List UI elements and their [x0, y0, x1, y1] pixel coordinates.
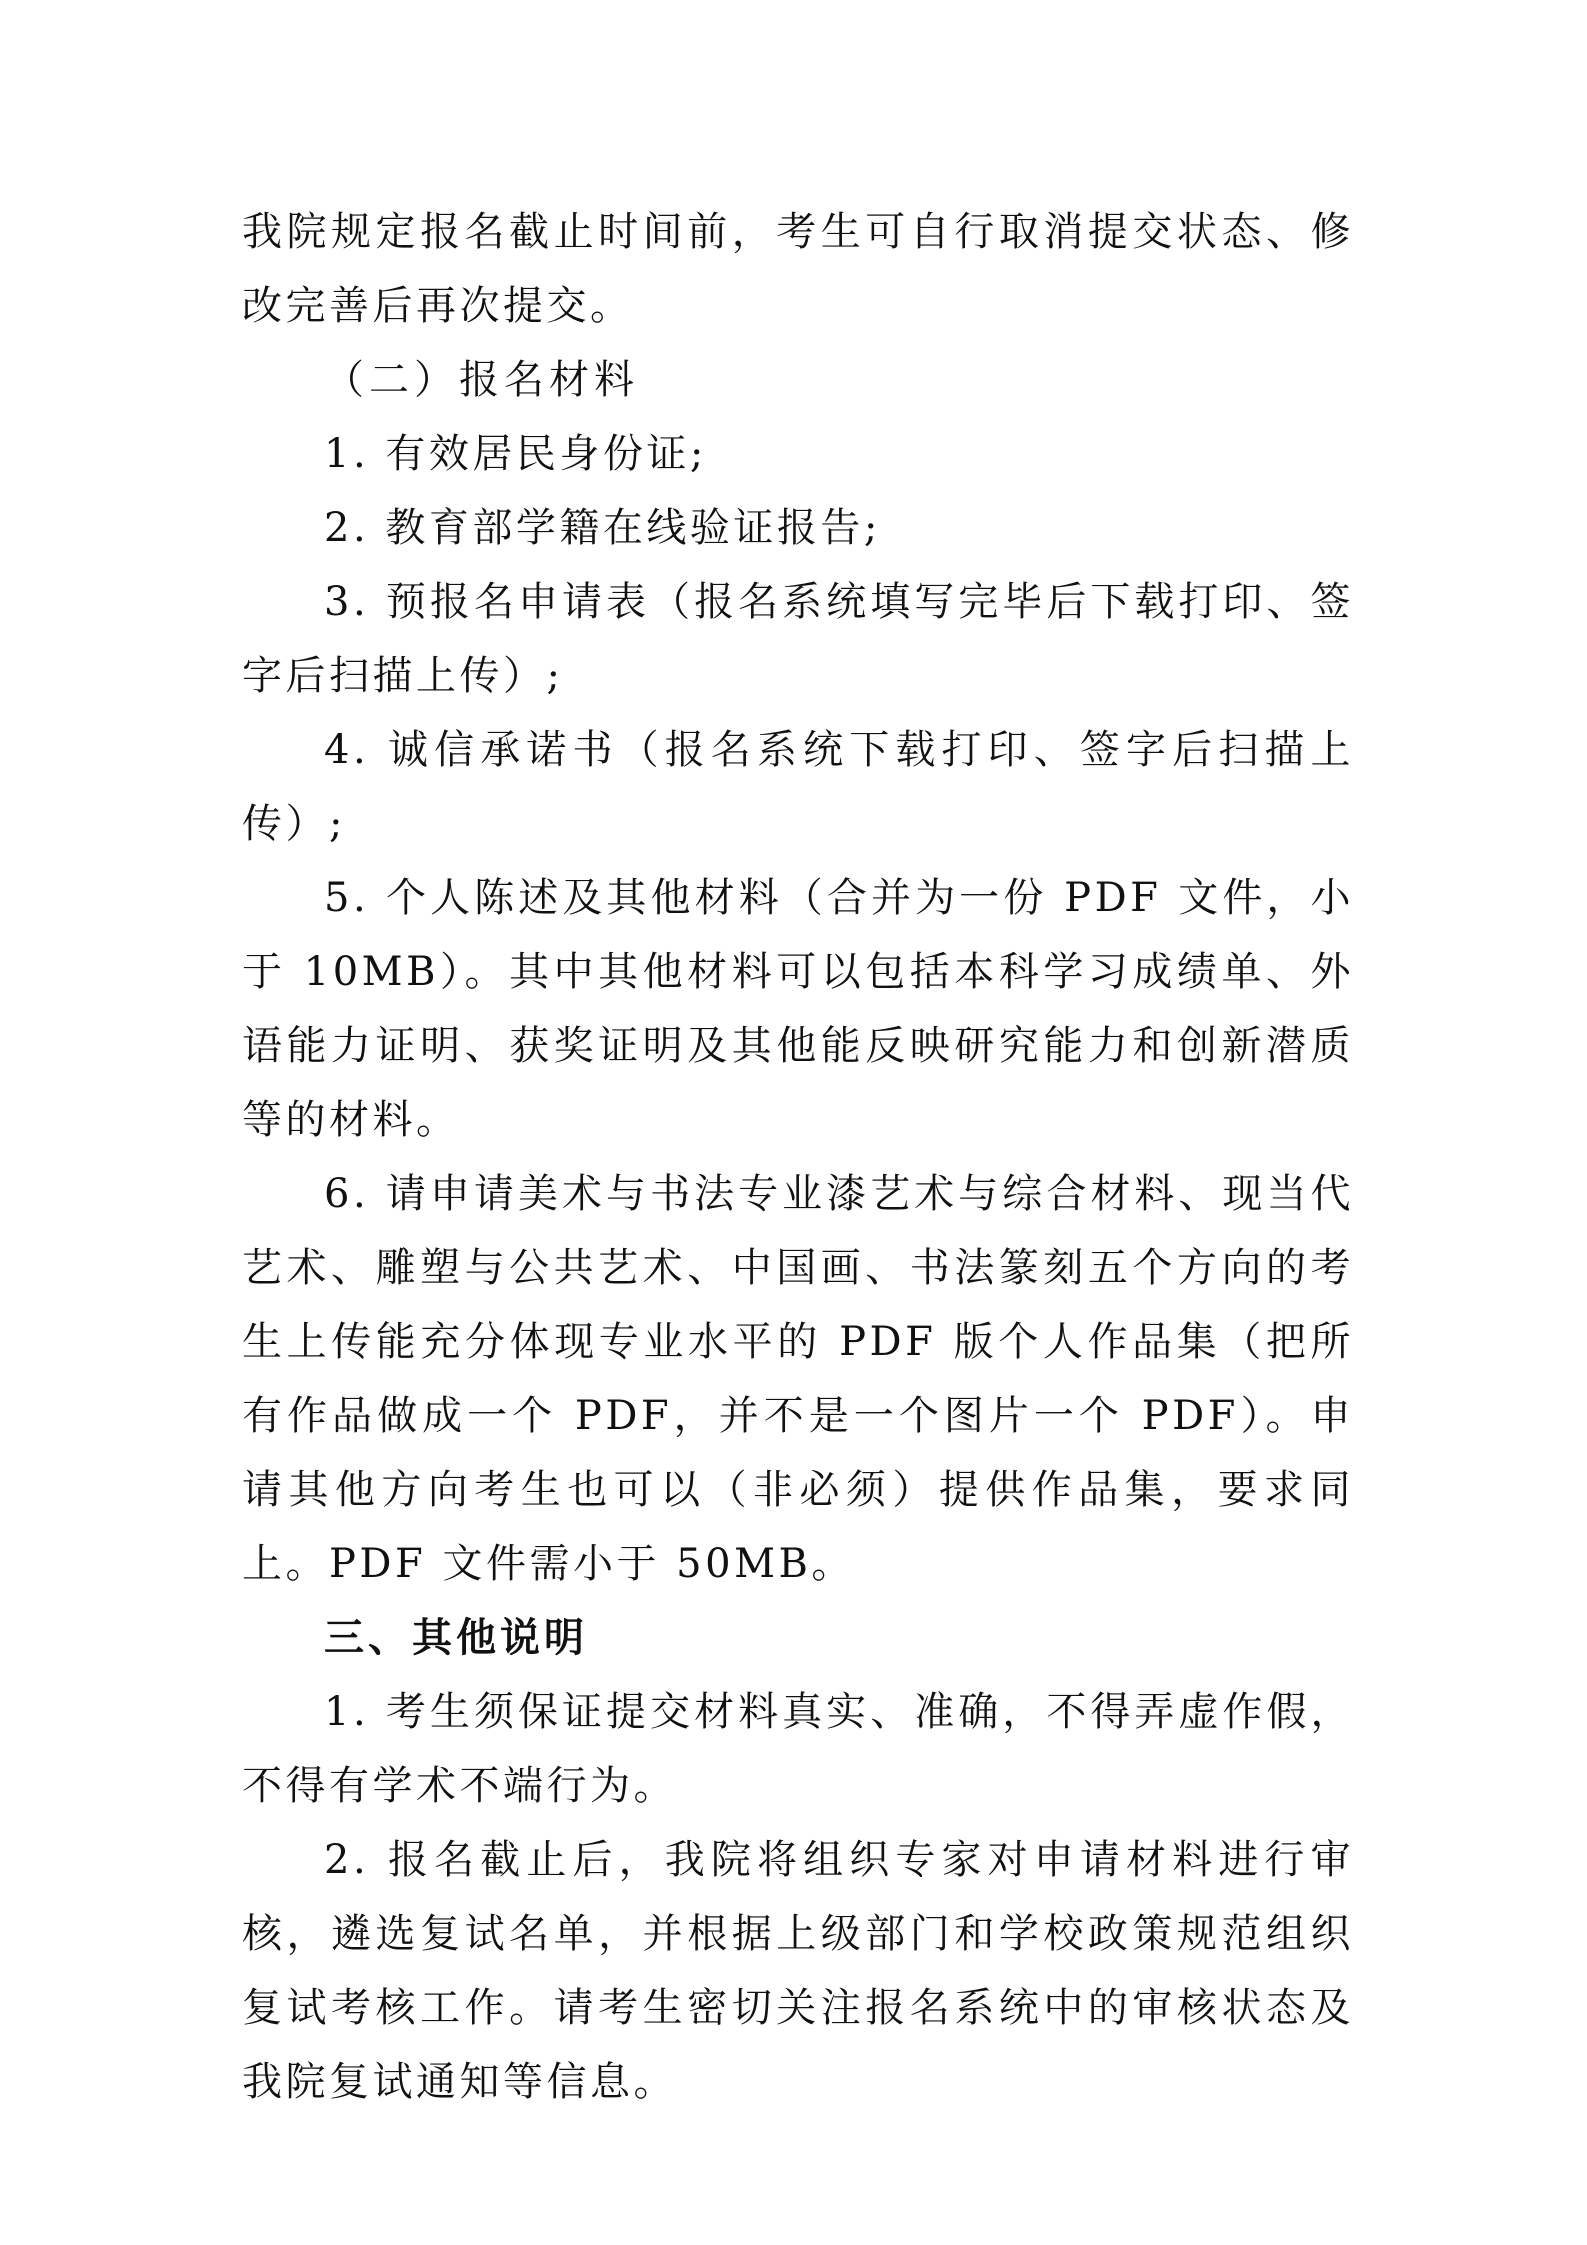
paragraph-submission-note: 我院规定报名截止时间前，考生可自行取消提交状态、修改完善后再次提交。 — [242, 209, 1354, 329]
list-item-student-status-report: 2. 教育部学籍在线验证报告; — [324, 505, 881, 551]
list-item-truthfulness: 1. 考生须保证提交材料真实、准确，不得弄虚作假，不得有学术不端行为。 — [242, 1689, 1354, 1809]
list-item-application-form: 3. 预报名申请表（报名系统填写完毕后下载打印、签字后扫描上传）; — [242, 579, 1354, 699]
document-body — [242, 195, 1354, 2119]
list-item-portfolio: 6. 请申请美术与书法专业漆艺术与综合材料、现当代艺术、雕塑与公共艺术、中国画、书法篆刻五个方向的考生上传能充分体现专业水平的 PDF 版个人作品集（把所有作品做成一个 PDF，并不是一个图片一个 PDF）。申请其他方向考生也可以（非必须）提供作品集，要求同上。PDF 文件需小于 50MB。 — [242, 1171, 1354, 1587]
list-item-personal-statement: 5. 个人陈述及其他材料（合并为一份 PDF 文件，小于 10MB）。其中其他材料可以包括本科学习成绩单、外语能力证明、获奖证明及其他能反映研究能力和创新潜质等的材料。 — [242, 875, 1354, 1143]
section-heading-other-notes: 三、其他说明 — [324, 1614, 588, 1661]
section-heading-materials: （二）报名材料 — [324, 357, 639, 403]
list-item-review-process: 2. 报名截止后，我院将组织专家对申请材料进行审核，遴选复试名单，并根据上级部门和学校政策规范组织复试考核工作。请考生密切关注报名系统中的审核状态及我院复试通知等信息。 — [242, 1837, 1354, 2105]
list-item-integrity-pledge: 4. 诚信承诺书（报名系统下载打印、签字后扫描上传）; — [242, 727, 1354, 847]
list-item-id-card: 1. 有效居民身份证; — [324, 431, 707, 477]
